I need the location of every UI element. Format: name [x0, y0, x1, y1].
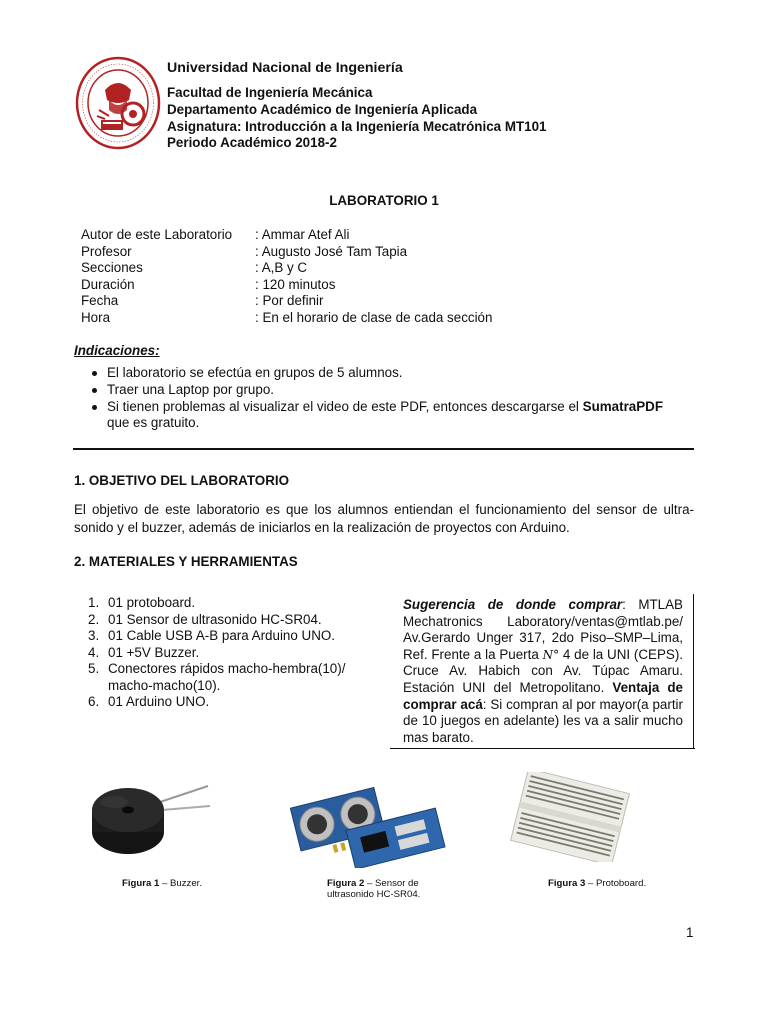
sumatrapdf-link[interactable]: SumatraPDF [582, 399, 664, 414]
advantage-label: Ventaja de comprar acá [403, 679, 683, 712]
item-text: Conectores rápidos macho-hembra(10)/ [108, 661, 346, 676]
course-name: Asignatura: Introducción a la Ingeniería Mecatrónica MT101 [167, 119, 547, 134]
list-item [88, 612, 322, 627]
purchase-suggestion-box [390, 594, 694, 749]
info-value: : Augusto José Tam Tapia [255, 243, 408, 259]
instruction-text: El laboratorio se efectúa en grupos de 5 alumnos. [107, 365, 403, 380]
lab-title: LABORATORIO 1 [329, 193, 439, 208]
university-name: Universidad Nacional de Ingeniería [167, 60, 403, 76]
bullet-icon [92, 405, 97, 410]
item-number: 5. [88, 661, 100, 676]
item-number: 3. [88, 628, 100, 643]
info-row [81, 244, 407, 259]
list-item [88, 628, 335, 643]
item-text: 01 Cable USB A-B para Arduino UNO. [108, 628, 336, 643]
list-item [88, 694, 209, 709]
instructions-heading: Indicaciones: [74, 343, 160, 358]
info-label: Profesor [81, 243, 132, 259]
bullet-icon [92, 371, 97, 376]
number-symbol: N° [542, 647, 560, 662]
figure-caption: Figura 3 – Protoboard. [548, 878, 647, 889]
figure-caption: Figura 1 – Buzzer. [122, 878, 202, 889]
info-value: : Ammar Atef Ali [255, 227, 350, 242]
list-item [88, 645, 199, 660]
info-value: : En el horario de clase de cada sección [255, 309, 493, 325]
item-number: 1. [88, 595, 100, 610]
suggestion-heading: Sugerencia de donde comprar [403, 597, 623, 612]
info-label: Fecha [81, 293, 119, 308]
objective-paragraph: El objetivo de este laboratorio es que los alumnos entiendan el funcionamiento del sensor de ultra-sonido y el buzzer, además de iniciarlos en la realización de proyectos con Arduino. [74, 502, 694, 535]
info-label: Hora [81, 309, 111, 325]
item-text: 01 Sensor de ultrasonido HC-SR04. [108, 611, 322, 627]
item-text: 01 +5V Buzzer. [108, 644, 200, 660]
instruction-text: Si tienen problemas al visualizar el video de este PDF, entonces descargarse el [107, 399, 579, 414]
suggestion-text: Sugerencia de donde comprar: MTLAB Mechatronics Laboratory/ventas@mtlab.pe/ Av.Gerardo Unger 317, 2do Piso–SMP–Lima, Ref. Frente a la Puerta N° 4 de la UNI (CEPS). Cruce Av. Habich con Av. Túpac Amaru. Estación UNI del Metropolitano. Ventaja de comprar acá: Si compran al por mayor(a partir de 10 juegos en adelante) les va a salir mucho mas barato. [403, 597, 683, 745]
page-number: 1 [686, 925, 694, 940]
academic-period: Periodo Académico 2018-2 [167, 135, 337, 150]
bullet-icon [92, 388, 97, 393]
list-item [88, 661, 346, 693]
box-border-right [693, 594, 694, 749]
item-number: 4. [88, 644, 100, 660]
item-number: 6. [88, 694, 100, 709]
item-text: 01 Arduino UNO. [108, 694, 210, 709]
university-logo [75, 56, 161, 150]
faculty-name: Facultad de Ingeniería Mecánica [167, 85, 373, 100]
figure-caption: Figura 2 – Sensor de ultrasonido HC-SR04. [327, 878, 421, 900]
list-item [88, 595, 195, 610]
info-label: Duración [81, 276, 135, 292]
section-heading: 1. OBJETIVO DEL LABORATORIO [74, 473, 290, 488]
info-row [81, 277, 335, 292]
item-text-continuation: macho-macho(10). [108, 677, 221, 693]
horizontal-divider [73, 448, 694, 450]
info-value: : A,B y C [255, 260, 308, 275]
protoboard-image [508, 772, 632, 862]
item-number: 2. [88, 611, 100, 627]
info-row [81, 293, 323, 308]
info-value: : Por definir [255, 293, 324, 308]
ultrasonic-sensor-image [287, 768, 447, 868]
buzzer-image [90, 772, 212, 862]
info-row [81, 310, 492, 325]
item-text: 01 protoboard. [108, 595, 196, 610]
info-row [81, 260, 307, 275]
box-border-bottom [390, 748, 695, 749]
info-label: Secciones [81, 260, 143, 275]
info-label: Autor de este Laboratorio [81, 227, 233, 242]
info-value: : 120 minutos [255, 276, 336, 292]
department-name: Departamento Académico de Ingeniería Aplicada [167, 102, 478, 117]
instruction-text: que es gratuito. [107, 415, 200, 430]
instruction-text: Traer una Laptop por grupo. [107, 382, 274, 397]
info-row [81, 227, 350, 242]
section-heading: 2. MATERIALES Y HERRAMIENTAS [74, 554, 298, 569]
